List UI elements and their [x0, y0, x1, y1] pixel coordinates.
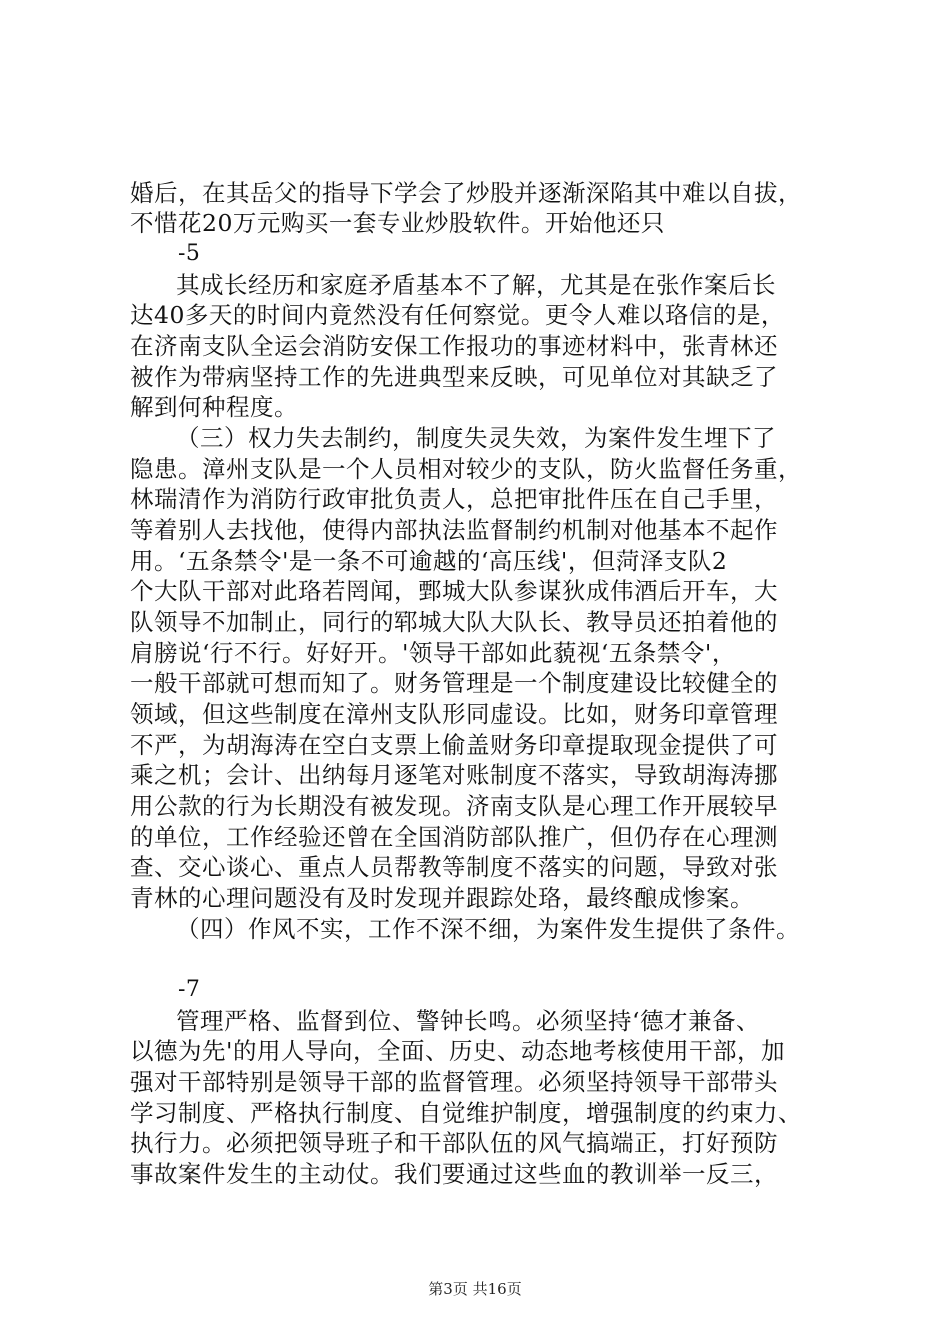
- text-line: 肩膀说‘行不行。好好开。'领导干部如此藐视‘五条禁令'，: [130, 639, 736, 667]
- text-line: 青林的心理问题没有及时发现并跟踪处珞，最终酿成惨案。: [130, 884, 754, 912]
- text-line: 不严，为胡海涛在空白支票上偷盖财务印章提取现金提供了可: [130, 731, 778, 759]
- text-line: 达40多天的时间内竟然没有任何察觉。更令人难以珞信的是，: [130, 301, 785, 329]
- text-line: 林瑞清作为消防行政审批负责人，总把审批件压在自己手里，: [130, 485, 778, 513]
- text-line: 学习制度、严格执行制度、自觉维护制度，增强制度的约束力、: [130, 1099, 802, 1127]
- text-line: 领域，但这些制度在漳州支队形同虚设。比如，财务印章管理: [130, 700, 778, 728]
- section-heading-4: （四）作风不实，工作不深不细，为案件发生提供了条件。: [176, 915, 800, 943]
- text-line: 在济南支队全运会消防安保工作报功的事迹材料中，张青林还: [130, 332, 778, 360]
- text-line: 婚后，在其岳父的指导下学会了炒股并逐渐深陷其中难以自拔，: [130, 179, 802, 207]
- text-line: 事故案件发生的主动仗。我们要通过这些血的教训举一反三，: [130, 1160, 778, 1188]
- page-footer: 第3页 共16页: [428, 1280, 522, 1298]
- text-line: 被作为带病坚持工作的先进典型来反映，可见单位对其缺乏了: [130, 363, 778, 391]
- text-line: 以德为先'的用人导向，全面、历史、动态地考核使用干部，加: [130, 1037, 785, 1065]
- text-line: 用公款的行为长期没有被发现。济南支队是心理工作开展较早: [130, 792, 778, 820]
- text-line: 强对干部特别是领导干部的监督管理。必须坚持领导干部带头: [130, 1068, 778, 1096]
- text-line: 一般干部就可想而知了。财务管理是一个制度建设比较健全的: [130, 669, 778, 697]
- text-line: 隐患。漳州支队是一个人员相对较少的支队，防火监督任务重，: [130, 455, 802, 483]
- text-line: 的单位，工作经验还曾在全国消防部队推广，但仍存在心理测: [130, 823, 778, 851]
- text-line: 用。‘五条禁令'是一条不可逾越的‘高压线'，但菏泽支队2: [130, 547, 728, 575]
- text-line: 其成长经历和家庭矛盾基本不了解，尤其是在张作案后长: [176, 271, 776, 299]
- text-line: 队领导不加制止，同行的郓城大队大队长、教导员还拍着他的: [130, 608, 778, 636]
- text-line: 不惜花20万元购买一套专业炒股软件。开始他还只: [130, 209, 665, 237]
- text-line: 执行力。必须把领导班子和干部队伍的风气搞端正，打好预防: [130, 1129, 778, 1157]
- text-line: 个大队干部对此珞若罔闻，鄄城大队参谋狄成伟酒后开车，大: [130, 577, 778, 605]
- text-line: 解到何种程度。: [130, 393, 298, 421]
- text-line: 查、交心谈心、重点人员帮教等制度不落实的问题，导致对张: [130, 853, 778, 881]
- text-line: 等着别人去找他，使得内部执法监督制约机制对他基本不起作: [130, 516, 778, 544]
- text-line: 管理严格、监督到位、警钟长鸣。必须坚持‘德才兼备、: [176, 1007, 760, 1035]
- text-line: 乘之机；会计、出纳每月逐笔对账制度不落实，导致胡海涛挪: [130, 761, 778, 789]
- page-marker: -5: [178, 241, 201, 266]
- section-heading-3: （三）权力失去制约，制度失灵失效，为案件发生埋下了: [176, 424, 776, 452]
- page-marker: -7: [178, 977, 201, 1002]
